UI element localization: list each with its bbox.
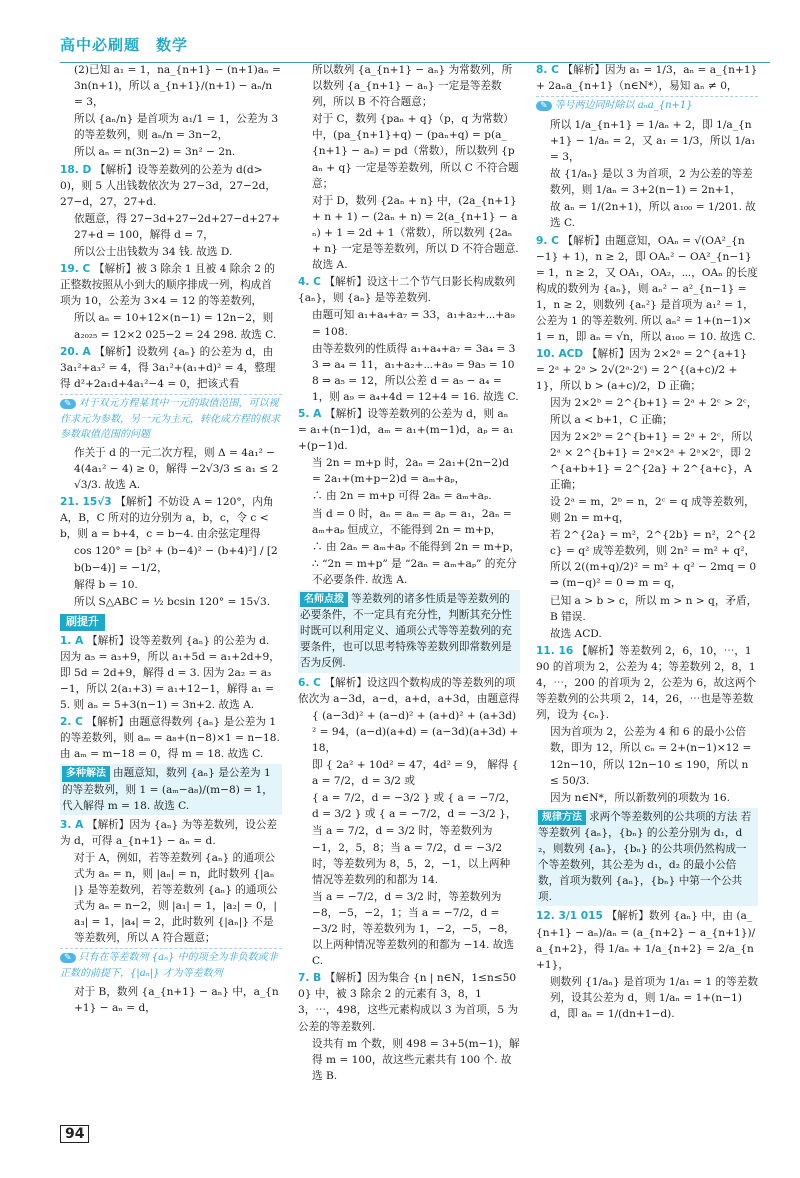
paragraph-text: 所以 S△ABC = ½ bcsin 120° = 15√3. [74,595,271,608]
solution-text [298,757,520,789]
column-middle [298,62,520,1122]
solution-text [60,543,282,575]
paragraph-text: ∴ 由 2n = m+p 可得 2aₙ = aₘ+aₚ. [312,490,492,503]
solution-item [60,494,282,542]
paragraph-text: 因为首项为 2，公差为 4 和 6 的最小公倍数，即为 12，所以 cₙ = 2+(n−1)×12 = 12n−10，所以 12n−10 ≤ 190，所以 n ≤ 50/3. [550,726,752,787]
solution-text [536,626,758,642]
paragraph-text: 【解析】等差数列 2，6，10，⋯，190 的首项为 2，公差为 4；等差数列 2，8，14，⋯，200 的首项为 2，公差为 6，故这两个等差数列的公共项 2，14，26，⋯也是等差数列，设为 {cₙ}. [536,644,757,722]
paragraph-text: 【解析】因为 {aₙ} 为等差数列，设公差为 d，可得 a_{n+1} − aₙ = d. [60,818,278,847]
solution-text [536,199,758,231]
paragraph-text: 因为 2×2ᵇ = 2^{b+1} = 2ᵃ + 2ᶜ > 2ᶜ，所以 a < b+1，C 正确； [550,397,758,426]
paragraph-text: 所以 {aₙ/n} 是首项为 a₁/1 = 1，公差为 3 的等差数列，则 aₙ/n = 3n−2， [74,113,279,142]
paragraph-text: 【解析】不妨设 A = 120°，内角 A，B，C 所对的边分别为 a，b，c，令 c < b，则 a = b+4，c = b−4. 由余弦定理得 [60,496,274,541]
question-number: 21. 15√3 [60,496,116,509]
tip-tag: 多种解法 [62,766,110,781]
paragraph-text: 所以 aₙ = 10+12×(n−1) = 12n−2，则 a₂₀₂₅ = 12×2 025−2 = 24 298. 故选 C. [74,312,277,341]
paragraph-text: 【解析】因为 a₁ = 1/3，aₙ = a_{n+1} + 2aₙa_{n+1}（n∈N*），易知 aₙ ≠ 0， [536,64,758,93]
solution-text [60,984,282,1016]
solution-item [60,261,282,309]
paragraph-text: (2)已知 a₁ = 1，na_{n+1} − (n+1)aₙ = 3n(n+1)，所以 a_{n+1}/(n+1) − aₙ/n = 3， [74,64,281,109]
solution-text [298,1036,520,1084]
note-icon: ✎ [536,101,552,111]
paragraph-text: 由题可知 a₁+a₄+a₇ = 33，a₁+a₂+⋯+a₉ = 108. [312,309,515,338]
tip-box [60,764,282,814]
question-number: 4. C [298,276,325,289]
solution-text [298,506,520,538]
question-number: 9. C [536,234,563,247]
solution-item [298,970,520,1034]
solution-item [298,675,520,707]
paragraph-text: 所以 aₙ = n(3n−2) = 3n² − 2n. [74,146,236,159]
paragraph-text: 即 { 2a² + 10d² = 47，4d² = 9， 解得 { a = 7/2，d = 3/2 或 [312,759,519,788]
solution-item [298,274,520,306]
paragraph-text: 【解析】因为集合 {n | n∈N，1≤n≤500} 中，被 3 除余 2 的元素有 3，8，13，⋯，498，这些元素构成以 3 为首项，5 为公差的等差数列. [298,972,519,1033]
solution-text [298,539,520,555]
solution-text [536,974,758,1022]
solution-item [536,233,758,346]
solution-text [298,708,520,756]
solution-text [60,310,282,342]
paragraph-text: 【解析】设等差数列的公差为 d，则 aₙ = a₁+(n−1)d，aₘ = a₁+(m−1)d，aₚ = a₁+(p−1)d. [298,407,514,453]
paragraph-text: 【解析】设数列 {aₙ} 的公差为 d，由 3a₁²+a₃² = 4，得 3a₁²+(a₁+d)² = 4，整理得 d²+2a₁d+4a₁²−4 = 0，把该式看 [60,345,276,390]
solution-text [298,889,520,969]
solution-text [298,341,520,405]
question-number: 20. A [60,345,95,358]
paragraph-text: 当 a = 7/2，d = 3/2 时，等差数列为 −1，2，5，8；当 a = 7/2，d = −3/2 时，等差数列为 8，5，2，−1，以上两种情况等差数列的和都为 14. [312,825,511,886]
paragraph-text: 【解析】数列 {aₙ} 中，由 (a_{n+1} − aₙ)/aₙ = (a_{n+2} − a_{n+1})/a_{n+2}，得 1/aₙ + 1/a_{n+2} = 2/a_{n+1}， [536,910,756,971]
tip-box [298,590,520,673]
paragraph-text: 对于 D，数列 {2aₙ + n} 中，(2a_{n+1} + n + 1) − (2aₙ + n) = 2(a_{n+1} − aₙ) + 1 = 2d + 1（常数），所以数列 {2aₙ + n} 一定是等差数列，所以 D 不符合题意. 故选 A. [312,194,519,272]
paragraph-text: 【解析】设这四个数构成的等差数列的项依次为 a−3d，a−d，a+d，a+3d，由题意得 [298,676,520,705]
solution-text [298,193,520,273]
solution-item [60,817,282,849]
solution-text [298,790,520,822]
paragraph-text: { a = 7/2，d = −3/2 } 或 { a = −7/2，d = 3/2 } 或 { a = −7/2，d = −3/2 }， [312,792,517,821]
paragraph-text: 故选 ACD. [550,627,602,640]
solution-text [60,850,282,947]
paragraph-text: 等差数列的诸多性质是等差数列的必要条件，不一定具有充分性，判断其充分性时既可以利用定义、通项公式等等差数列的充要条件，也可以思考特殊等差数列即常数列是否为反例. [300,593,512,670]
question-number: 11. 16 [536,644,577,657]
solution-text [298,488,520,504]
margin-note [60,394,282,442]
solution-item [536,346,758,394]
paragraph-text: 因为 2×2ᵇ = 2^{b+1} = 2ᵃ + 2ᶜ，所以 2ᵃ × 2^{b+1} = 2ᵃ×2ᵃ + 2ᵃ×2ᶜ，即 2^{a+b+1} = 2^{2a} + 2^{a+c}，A 正确； [550,430,753,491]
paragraph-text: 设 2ᵃ = m，2ᵇ = n，2ᶜ = q 成等差数列，则 2n = m+q， [550,496,755,525]
solution-text [60,111,282,143]
question-number: 12. 3/1 015 [536,910,607,923]
paragraph-text: 若 2^{2a} = m²，2^{2b} = n²，2^{2c} = q² 成等差数列，则 2n² = m² + q²，所以 2((m+q)/2)² = m² + q² − 2mq = 0 ⇒ (m−q)² = 0 ⇒ m = q， [550,529,757,590]
question-number: 2. C [60,716,87,729]
paragraph-text: 故 aₙ = 1/(2n+1)，所以 a₁₀₀ = 1/201. 故选 C. [550,201,756,230]
page-header [60,34,770,60]
solution-text [298,62,520,110]
solution-text [298,455,520,487]
page-number: 94 [60,1125,89,1143]
paragraph-text: 则数列 {1/aₙ} 是首项为 1/a₁ = 1 的等差数列，设其公差为 d，则 1/aₙ = 1+(n−1)d，即 aₙ = 1/(dn+1−d). [550,975,758,1021]
margin-note [536,96,758,114]
paragraph-text: 【解析】由题意知，OAₙ = √(OA²_{n−1} + 1)，n ≥ 2，即 OAₙ² − OA²_{n−1} = 1，n ≥ 2，又 OA₁，OA₂，⋯，OAₙ 的长度构成的数列为 {aₙ}，则 aₙ² − a²_{n−1} = 1，n ≥ 2，则数列 {aₙ²} 是首项为 a₁² = 1，公差为 1 的等差数列. 所以 aₙ² = 1+(n−1)×1 = n，即 aₙ = √n，所以 a₁₀₀ = 10. 故选 C. [536,234,758,344]
margin-note [60,948,282,981]
solution-text [536,429,758,493]
note-icon: ✎ [60,399,76,409]
paragraph-text: 对于 B，数列 {a_{n+1} − aₙ} 中，a_{n+1} − aₙ = d， [74,986,279,1015]
solution-item [60,162,282,210]
paragraph-text: 所以数列 {a_{n+1} − aₙ} 为常数列，所以数列 {a_{n+1} − aₙ} 一定是等差数列，所以 B 不符合题意； [312,64,513,109]
paragraph-text: cos 120° = [b² + (b−4)² − (b+4)²] / [2b(b−4)] = −1/2， [74,545,278,574]
paragraph-text: 故 {1/aₙ} 是以 3 为首项，2 为公差的等差数列，则 1/aₙ = 3+2(n−1) = 2n+1， [550,168,753,197]
paragraph-text: ∴ “2n = m+p” 是 “2aₙ = aₘ+aₚ” 的充分不必要条件. 故选 A. [312,557,517,586]
solution-text [60,445,282,493]
solution-text [536,790,758,806]
solution-item [298,406,520,454]
solution-text [60,62,282,110]
solution-item [536,62,758,94]
paragraph-text: 所以 1/a_{n+1} = 1/aₙ + 2，即 1/a_{n+1} − 1/aₙ = 2，又 a₁ = 1/3，所以 1/a₁ = 3， [550,118,756,164]
paragraph-text: 所以公士出钱数为 34 钱. 故选 D. [74,246,233,259]
solution-text [60,594,282,610]
column-left [60,62,282,1122]
paragraph-text: ∴ 由 2aₙ = aₘ+aₚ 不能得到 2n = m+p， [312,540,520,553]
paragraph-text: 已知 a > b > c，所以 m > n > q，矛盾，B 错误. [550,594,758,623]
page-footer [60,1124,89,1145]
solution-text [536,395,758,427]
solution-text [536,593,758,625]
solution-text [298,823,520,887]
paragraph-text: 【解析】设等差数列的公差为 d(d>0)，则 5 人出钱数依次为 27−3d，27−2d，27−d，27，27+d. [60,163,277,208]
paragraph-text: 对于 C，数列 {paₙ + q}（p，q 为常数）中，(pa_{n+1}+q) − (paₙ+q) = p(a_{n+1} − aₙ) = pd（常数），所以数列 {paₙ + q} 一定是等差数列，所以 C 不符合题意； [312,113,519,190]
question-number: 6. C [298,676,325,689]
paragraph-text: 作关于 d 的一元二次方程，则 Δ = 4a₁² − 4(4a₁² − 4) ≥ 0，解得 −2√3/3 ≤ a₁ ≤ 2√3/3. 故选 A. [74,446,279,492]
question-number: 18. D [60,163,95,176]
solution-text [536,494,758,526]
paragraph-text: 【解析】设等差数列 {aₙ} 的公差为 d. 因为 a₅ = a₃+9，所以 a₁+5d = a₁+2d+9，即 5d = 2d+9，解得 d = 3. 因为 2a₂ = a₃−1，所以 2(a₁+3) = a₁+12−1，解得 a₁ = 5. 则 aₙ = 5+3(n−1) = 3n+2. 故选 A. [60,634,280,711]
question-number: 5. A [298,407,325,420]
column-right [536,62,758,1122]
solution-text [298,307,520,339]
paragraph-text: 依题意，得 27−3d+27−2d+27−d+27+27+d = 100，解得 d = 7， [74,212,281,241]
solution-text [60,244,282,260]
question-number: 19. C [60,263,94,276]
solution-text [60,144,282,160]
question-number: 3. A [60,818,87,831]
solution-text [60,211,282,243]
paragraph-text: 求两个等差数列的公共项的方法 若等差数列 {aₙ}，{bₙ} 的公差分别为 d₁，d₂，则数列 {aₙ}，{bₙ} 的公共项仍然构成一个等差数列，其公差为 d₁，d₂ 的最小公倍数，首项为数列 {aₙ}，{bₙ} 中第一个公共项. [538,810,752,904]
paragraph-text: 【解析】由题意得数列 {aₙ} 是公差为 1 的等差数列，则 aₘ = a₈+(n−8)×1 = n−18. 由 aₘ = m−18 = 0，得 m = 18. 故选 C. [60,716,280,761]
note-text: 对于双元方程某其中一元的取值范围，可以视作求元为参数，另一元为主元，转化成方程的根求参数取值范围的问题 [60,397,280,440]
paragraph-text: 设共有 m 个数，则 498 = 3+5(m−1)，解得 m = 100，故这些元素共有 100 个. 故选 B. [312,1037,520,1082]
solution-text [536,117,758,165]
paragraph-text: 【解析】设这十二个节气日影长构成数列 {aₙ}，则 {aₙ} 是等差数列. [298,276,516,305]
solution-text [60,577,282,593]
section-heading: 刷提升 [60,614,105,631]
tip-tag: 名师点拨 [300,592,348,607]
tip-box [536,808,758,907]
solution-text [298,111,520,191]
paragraph-text: 对于 A，例如，若等差数列 {aₙ} 的通项公式为 aₙ = n，则 |aₙ| = n，此时数列 {|aₙ|} 是等差数列，若等差数列 {aₙ} 的通项公式为 aₙ = n−2，则 |a₁| = 1，|a₂| = 0，|a₃| = 1，|a₄| = 2，此时数列 {|aₙ|} 不是等差数列，所以 A 符合题意； [74,851,278,945]
solution-text [536,527,758,591]
tip-tag: 规律方法 [538,810,586,825]
question-number: 10. ACD [536,348,587,361]
note-text: 只有在等差数列 {aₙ} 中的项全为非负数或非正数的前提下，{|aₙ|} 才为等差数列 [60,952,278,980]
paragraph-text: 因为 n∈N*，所以新数列的项数为 16. [550,791,730,804]
solution-text [536,724,758,788]
note-text: 等号两边同时除以 aₙa_{n+1} [554,100,693,112]
paragraph-text: 由等差数列的性质得 a₁+a₄+a₇ = 3a₄ = 33 ⇒ a₄ = 11，a₁+a₂+⋯+a₉ = 9a₅ = 108 ⇒ a₅ = 12，所以公差 d = a₅ − a₄ = 1，则 a₉ = a₄+4d = 12+4 = 16. 故选 C. [312,342,519,403]
paragraph-text: { (a−3d)² + (a−d)² + (a+d)² + (a+3d)² = 94，(a−d)(a+d) = (a−3d)(a+3d) + 18， [312,709,519,754]
paragraph-text: 当 d = 0 时，aₙ = aₘ = aₚ = a₁，2aₙ = aₘ+aₚ 恒成立，不能得到 2n = m+p， [312,507,512,536]
question-number: 1. A [60,634,87,647]
paragraph-text: 由题意知，数列 {aₙ} 是公差为 1 的等差数列，则 1 = (aₘ−a₈)/(m−8) = 1，代入解得 m = 18. 故选 C. [62,767,273,812]
solution-item [60,344,282,392]
page-title: 高中必刷题 数学 [60,36,189,54]
solution-item [536,908,758,972]
paragraph-text: 【解析】被 3 除余 1 且被 4 除余 2 的正整数按照从小到大的顺序排成一列，构成首项为 10，公差为 3×4 = 12 的等差数列， [60,263,275,308]
solution-text [298,556,520,588]
paragraph-text: 【解析】因为 2×2ᵃ = 2^{a+1} = 2ᵃ + 2ᵃ > 2√(2ᵃ·2ᶜ) = 2^{(a+c)/2 + 1}，所以 b > (a+c)/2，D 正确； [536,348,747,393]
question-number: 7. B [298,972,325,985]
note-icon: ✎ [60,953,76,963]
paragraph-text: 解得 b = 10. [74,578,138,591]
question-number: 8. C [536,64,563,76]
solution-item [60,633,282,713]
solution-item [60,714,282,762]
solution-text [536,166,758,198]
solution-item [536,643,758,723]
paragraph-text: 当 a = −7/2，d = 3/2 时，等差数列为 −8，−5，−2，1；当 a = −7/2，d = −3/2 时，等差数列为 1，−2，−5，−8，以上两种情况等差数列的和都为 −14. 故选 C. [312,890,515,968]
paragraph-text: 当 2n = m+p 时，2aₙ = 2a₁+(2n−2)d = 2a₁+(m+p−2)d = aₘ+aₚ， [312,457,510,486]
